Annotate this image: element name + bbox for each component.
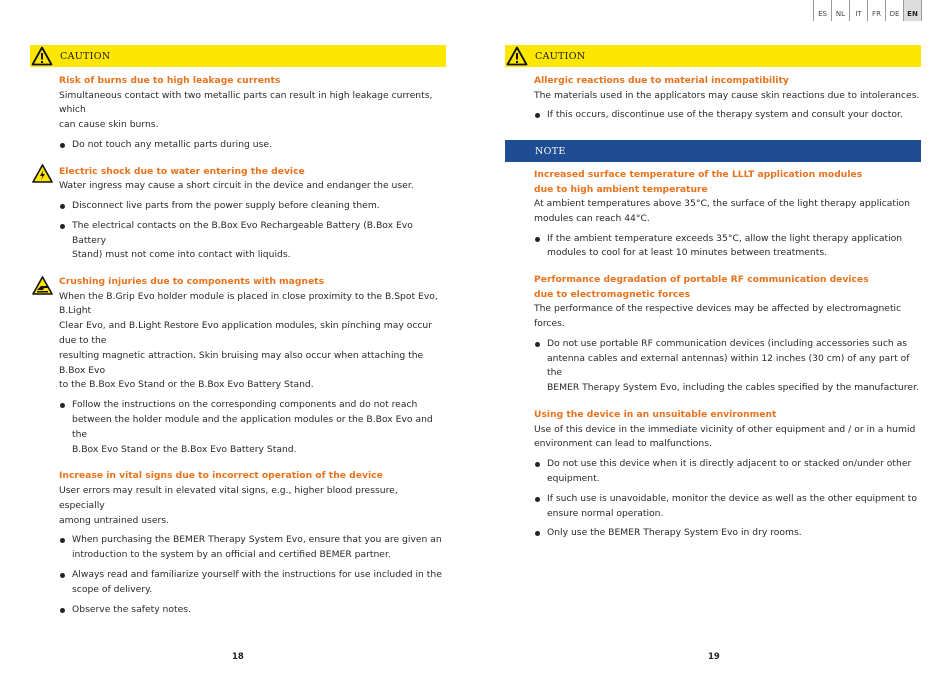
text-line: ensure normal operation. [547,507,664,519]
text-line: Simultaneous contact with two metallic parts can result in high leakage currents, which [59,89,433,116]
text-line: Observe the safety notes. [72,603,191,615]
text-line: environment can lead to malfunctions. [534,438,712,450]
section-rf-devices [505,273,921,396]
lang-tab-en[interactable]: EN [904,0,922,21]
list-item [534,492,921,522]
left-page [30,45,446,617]
page-number-right: 19 [708,652,720,662]
heading-line: due to high ambient temperature [534,183,708,195]
list-item [59,199,446,214]
hand-crush-icon [32,276,53,295]
section-heading: Electric shock due to water entering the device [59,165,305,177]
text-line: Clear Evo, and B.Light Restore Evo application modules, skin pinching may occur due to the [59,320,433,347]
section-heading: Increase in vital signs due to incorrect operation of the device [59,470,383,482]
heading-line: Performance degradation of portable RF communication devices [534,274,869,286]
text-line: Always read and familiarize yourself with the instructions for use included in the [72,568,442,580]
section-text [534,423,921,453]
lang-tab-es[interactable]: ES [814,0,832,21]
text-line: among untrained users. [59,514,169,526]
page-number-left: 18 [232,652,244,662]
text-line: The materials used in the applicators may cause skin reactions due to intolerances. [534,89,920,101]
text-line: Only use the BEMER Therapy System Evo in dry rooms. [547,527,802,539]
text-line: At ambient temperatures above 35°C, the surface of the light therapy application [534,198,910,210]
list-item [59,568,446,598]
section-heading: Allergic reactions due to material incompatibility [534,75,789,86]
bullet-dot [535,113,540,118]
bullet-dot [535,462,540,467]
text-line: between the holder module and the application modules or the B.Box Evo and the [72,414,433,440]
text-line: scope of delivery. [72,583,153,595]
heading-line: Using the device in an unsuitable environment [534,409,777,421]
section-text [534,302,921,332]
bullet-dot [535,237,540,242]
bullet-dot [60,608,65,613]
text-line: introduction to the system by an official and certified BEMER partner. [72,549,391,561]
text-line: to the B.Box Evo Stand or the B.Box Evo Battery Stand. [59,379,314,391]
section-text [59,484,446,528]
list-item [59,603,446,618]
text-line: B.Box Evo Stand or the B.Box Evo Battery Stand. [72,443,297,455]
text-line: antenna cables and external antennas) within 12 inches (30 cm) of any part of the [547,352,910,379]
text-line: Do not use portable RF communication devices (including accessories such as [547,337,908,349]
text-line: BEMER Therapy System Evo, including the cables specified by the manufacturer. [547,382,919,394]
text-line: Water ingress may cause a short circuit in the device and endanger the user. [59,180,414,192]
bullet-dot [535,531,540,536]
right-page [505,45,921,541]
text-line: modules to cool for at least 10 minutes between treatments. [547,247,828,259]
section-text [59,290,446,394]
text-line: User errors may result in elevated vital signs, e.g., higher blood pressure, especially [59,484,398,511]
bullet-dot [60,403,65,408]
text-line: Do not use this device when it is directly adjacent to or stacked on/under other [547,458,912,470]
list-item [534,108,921,123]
caution-title: CAUTION [535,50,586,62]
text-line: If the ambient temperature exceeds 35°C, allow the light therapy application [547,232,903,244]
section-text [534,89,921,104]
section-unsuitable-environment [505,408,921,541]
text-line: resulting magnetic attraction. Skin bruising may also occur when attaching the B.Box Evo [59,349,424,376]
section-text [59,89,446,133]
bullet-dot [60,573,65,578]
text-line: Use of this device in the immediate vicinity of other equipment and / or in a humid [534,423,916,435]
warning-triangle-icon [506,46,528,66]
text-line: When the B.Grip Evo holder module is placed in close proximity to the B.Spot Evo, B.Light [59,290,438,317]
text-line: Follow the instructions on the corresponding components and do not reach [72,399,418,411]
note-title: NOTE [535,145,566,157]
bullet-dot [60,224,65,229]
section-surface-temperature [505,168,921,261]
lang-tab-nl[interactable]: NL [832,0,850,21]
list-item [59,219,446,263]
section-text [59,179,446,194]
caution-title: CAUTION [60,50,111,62]
text-line: modules can reach 44°C. [534,212,650,224]
language-tabs [813,0,922,21]
text-line: can cause skin burns. [59,119,159,131]
section-heading [534,408,921,423]
section-text [534,197,921,227]
section-heading [534,273,921,302]
text-line: equipment. [547,472,600,484]
section-electric-shock [30,165,446,263]
text-line: The electrical contacts on the B.Box Evo Rechargeable Battery (B.Box Evo Battery [72,219,413,246]
text-line: Stand) must not come into contact with liquids. [72,249,291,261]
section-heading: Crushing injuries due to components with magnets [59,276,325,288]
note-banner [505,140,921,162]
bullet-dot [535,342,540,347]
text-line: Disconnect live parts from the power supply before cleaning them. [72,199,380,211]
heading-line: Increased surface temperature of the LLLT application modules [534,169,863,181]
electric-shock-icon [32,164,53,183]
section-vital-signs [30,469,446,617]
text-line: If this occurs, discontinue use of the therapy system and consult your doctor. [547,109,903,121]
section-burns [30,74,446,153]
section-heading [534,168,921,197]
section-heading: Risk of burns due to high leakage currents [59,75,281,86]
caution-banner [505,45,921,67]
text-line: If such use is unavoidable, monitor the device as well as the other equipment to [547,492,918,504]
list-item [534,526,921,541]
list-item [534,337,921,396]
list-item [59,533,446,563]
text-line: When purchasing the BEMER Therapy System Evo, ensure that you are given an [72,534,442,546]
list-item [59,138,446,153]
section-allergic [505,74,921,123]
heading-line: due to electromagnetic forces [534,288,691,300]
text-line: Do not touch any metallic parts during use. [72,138,272,150]
list-item [534,457,921,487]
section-crushing [30,275,446,457]
warning-triangle-icon [31,46,53,66]
bullet-dot [60,204,65,209]
lang-tab-it[interactable]: IT [850,0,868,21]
bullet-dot [60,143,65,148]
bullet-dot [535,497,540,502]
lang-tab-fr[interactable]: FR [868,0,886,21]
bullet-dot [60,538,65,543]
list-item [59,398,446,457]
caution-banner [30,45,446,67]
list-item [534,232,921,262]
text-line: The performance of the respective devices may be affected by electromagnetic forces. [534,303,902,330]
lang-tab-de[interactable]: DE [886,0,904,21]
